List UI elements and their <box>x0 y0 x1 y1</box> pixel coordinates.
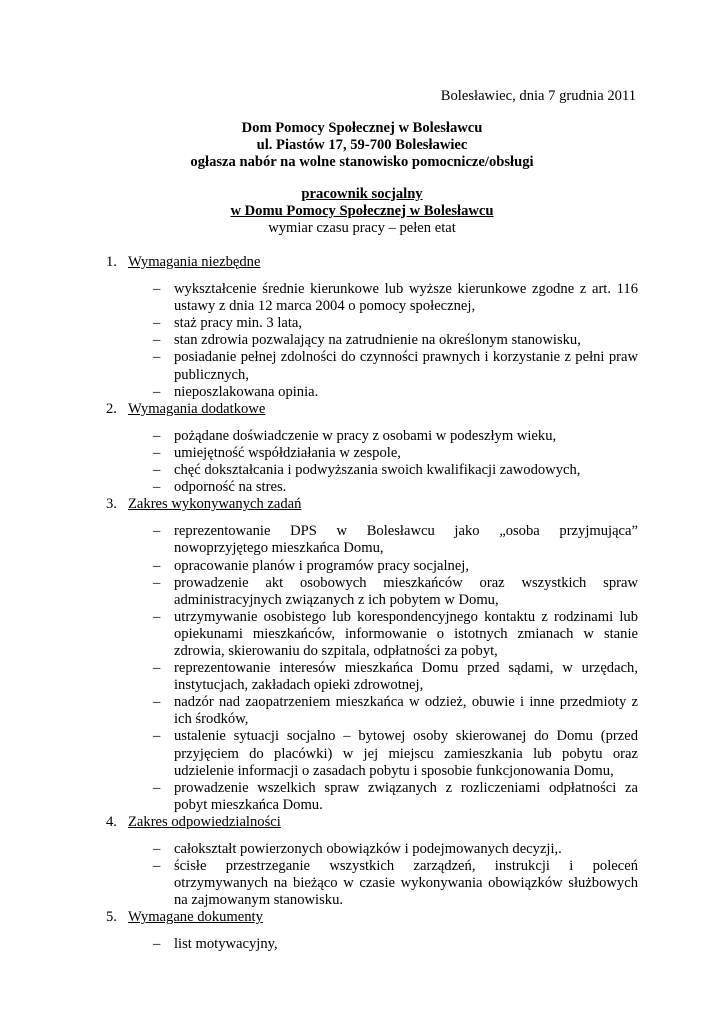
section-heading <box>106 814 638 831</box>
dash-bullet-icon: – <box>153 694 161 711</box>
section-item-list <box>106 936 638 953</box>
dash-bullet-icon: – <box>153 332 161 349</box>
dash-bullet-icon: – <box>153 383 161 400</box>
dash-bullet-icon: – <box>153 444 161 461</box>
list-item <box>153 523 638 557</box>
list-item <box>153 660 638 694</box>
list-item-text: nieposzlakowana opinia. <box>174 383 319 400</box>
section-title: Wymagania niezbędne <box>128 254 261 270</box>
position-workplace: w Domu Pomocy Społecznej w Bolesławcu <box>230 203 494 220</box>
dash-bullet-icon: – <box>153 660 161 677</box>
position-title: pracownik socjalny <box>301 186 423 202</box>
section-heading <box>106 909 638 926</box>
list-item <box>153 427 638 445</box>
dash-bullet-icon: – <box>153 841 161 857</box>
dash-bullet-icon: – <box>153 728 161 745</box>
list-item <box>153 479 638 496</box>
section-5 <box>106 909 638 953</box>
requirements-sections <box>106 254 638 954</box>
list-item-text: list motywacyjny, <box>174 936 278 953</box>
section-item-list <box>106 281 638 401</box>
dash-bullet-icon: – <box>153 574 161 591</box>
section-title: Wymagane dokumenty <box>128 909 263 926</box>
section-1 <box>106 254 638 401</box>
list-item <box>153 462 638 479</box>
dash-bullet-icon: – <box>153 936 161 953</box>
list-item <box>153 608 638 660</box>
list-item <box>153 281 638 315</box>
list-item-text: ustalenie sytuacji socjalno – bytowej osoby skierowanej do Domu (przed przyjęciem do placówki) w jej miejscu zamieszkania lub pobytu oraz udzielenie informacji o zasadach pobytu i sposobie funkcjonowania Domu, <box>174 728 638 779</box>
dash-bullet-icon: – <box>153 315 161 332</box>
section-2 <box>106 401 638 496</box>
working-time: wymiar czasu pracy – pełen etat <box>268 220 456 237</box>
section-number: 5. <box>106 909 117 926</box>
dash-bullet-icon: – <box>153 462 161 479</box>
list-item <box>153 557 638 575</box>
list-item-text: umiejętność współdziałania w zespole, <box>174 444 401 461</box>
institution-header <box>0 120 724 171</box>
list-item-text: wykształcenie średnie kierunkowe lub wyższe kierunkowe zgodne z art. 116 ustawy z dnia 12 marca 2004 o pomocy społecznej, <box>174 281 638 315</box>
dash-bullet-icon: – <box>153 557 161 574</box>
list-item-text: stan zdrowia pozwalający na zatrudnienie na określonym stanowisku, <box>174 332 581 349</box>
list-item <box>153 574 638 609</box>
list-item-text: staż pracy min. 3 lata, <box>174 315 303 332</box>
dash-bullet-icon: – <box>153 427 161 444</box>
list-item <box>153 936 638 953</box>
section-item-list <box>106 523 638 814</box>
list-item-text: posiadanie pełnej zdolności do czynności prawnych i korzystanie z pełni praw publicznych, <box>174 349 638 383</box>
section-title: Zakres odpowiedzialności <box>128 813 281 830</box>
dash-bullet-icon: – <box>153 523 161 540</box>
section-item-list <box>106 428 638 496</box>
section-number: 4. <box>106 813 117 830</box>
dash-bullet-icon: – <box>153 858 161 875</box>
dash-bullet-icon: – <box>153 479 161 496</box>
institution-address: ul. Piastów 17, 59-700 Bolesławiec <box>256 137 468 154</box>
section-title: Zakres wykonywanych zadań <box>128 496 302 513</box>
list-item-text: odporność na stres. <box>174 479 287 496</box>
section-number: 2. <box>106 400 117 417</box>
dash-bullet-icon: – <box>153 779 161 796</box>
position-block <box>0 186 724 237</box>
list-item <box>153 694 638 728</box>
list-item-text: utrzymywanie osobistego lub korespondencyjnego kontaktu z rodzinami lub opiekunami mieszkańców, informowanie o istotnych zmianach w stanie zdrowia, skierowaniu do szpitala, odpłatności za pobyt, <box>174 608 638 659</box>
list-item-text: prowadzenie akt osobowych mieszkańców oraz wszystkich spraw administracyjnych związanych z ich pobytem w Domu, <box>174 574 638 608</box>
section-3 <box>106 496 638 814</box>
section-heading <box>106 496 638 513</box>
list-item-text: reprezentowanie interesów mieszkańca Domu przed sądami, w urzędach, instytucjach, zakładach opieki zdrowotnej, <box>174 660 638 694</box>
section-heading <box>106 254 638 271</box>
section-heading <box>106 401 638 418</box>
list-item <box>153 841 638 858</box>
dash-bullet-icon: – <box>153 349 161 366</box>
section-number: 3. <box>106 496 117 513</box>
section-item-list <box>106 841 638 909</box>
list-item <box>153 332 638 349</box>
list-item-text: chęć dokształcania i podwyższania swoich kwalifikacji zawodowych, <box>174 462 581 479</box>
list-item <box>153 728 638 779</box>
list-item-text: prowadzenie wszelkich spraw związanych z rozliczeniami odpłatności za pobyt mieszkańca Domu. <box>174 779 638 813</box>
list-item <box>153 315 638 332</box>
announcement-line: ogłasza nabór na wolne stanowisko pomocnicze/obsługi <box>190 154 534 171</box>
dash-bullet-icon: – <box>153 608 161 625</box>
institution-name: Dom Pomocy Społecznej w Bolesławcu <box>241 120 483 136</box>
list-item-text: ścisłe przestrzeganie wszystkich zarządzeń, instrukcji i poleceń otrzymywanych na bieżąco w czasie wykonywania obowiązków służbowych na zajmowanym stanowisku. <box>174 858 638 909</box>
list-item <box>153 444 638 462</box>
list-item-text: opracowanie planów i programów pracy socjalnej, <box>174 557 470 574</box>
section-4 <box>106 814 638 909</box>
document-date: Bolesławiec, dnia 7 grudnia 2011 <box>440 88 636 104</box>
dash-bullet-icon: – <box>153 281 161 298</box>
section-number: 1. <box>106 254 117 270</box>
list-item-text: pożądane doświadczenie w pracy z osobami w podeszłym wieku, <box>174 427 557 444</box>
list-item-text: nadzór nad zaopatrzeniem mieszkańca w odzież, obuwie i inne przedmioty z ich środków, <box>174 694 638 728</box>
section-title: Wymagania dodatkowe <box>128 400 266 417</box>
list-item-text: reprezentowanie DPS w Bolesławcu jako „osoba przyjmująca” nowoprzyjętego mieszkańca Domu, <box>174 523 638 557</box>
list-item <box>153 779 638 814</box>
list-item <box>153 383 638 401</box>
list-item-text: całokształt powierzonych obowiązków i podejmowanych decyzji,. <box>174 841 562 857</box>
list-item <box>153 349 638 383</box>
list-item <box>153 858 638 909</box>
